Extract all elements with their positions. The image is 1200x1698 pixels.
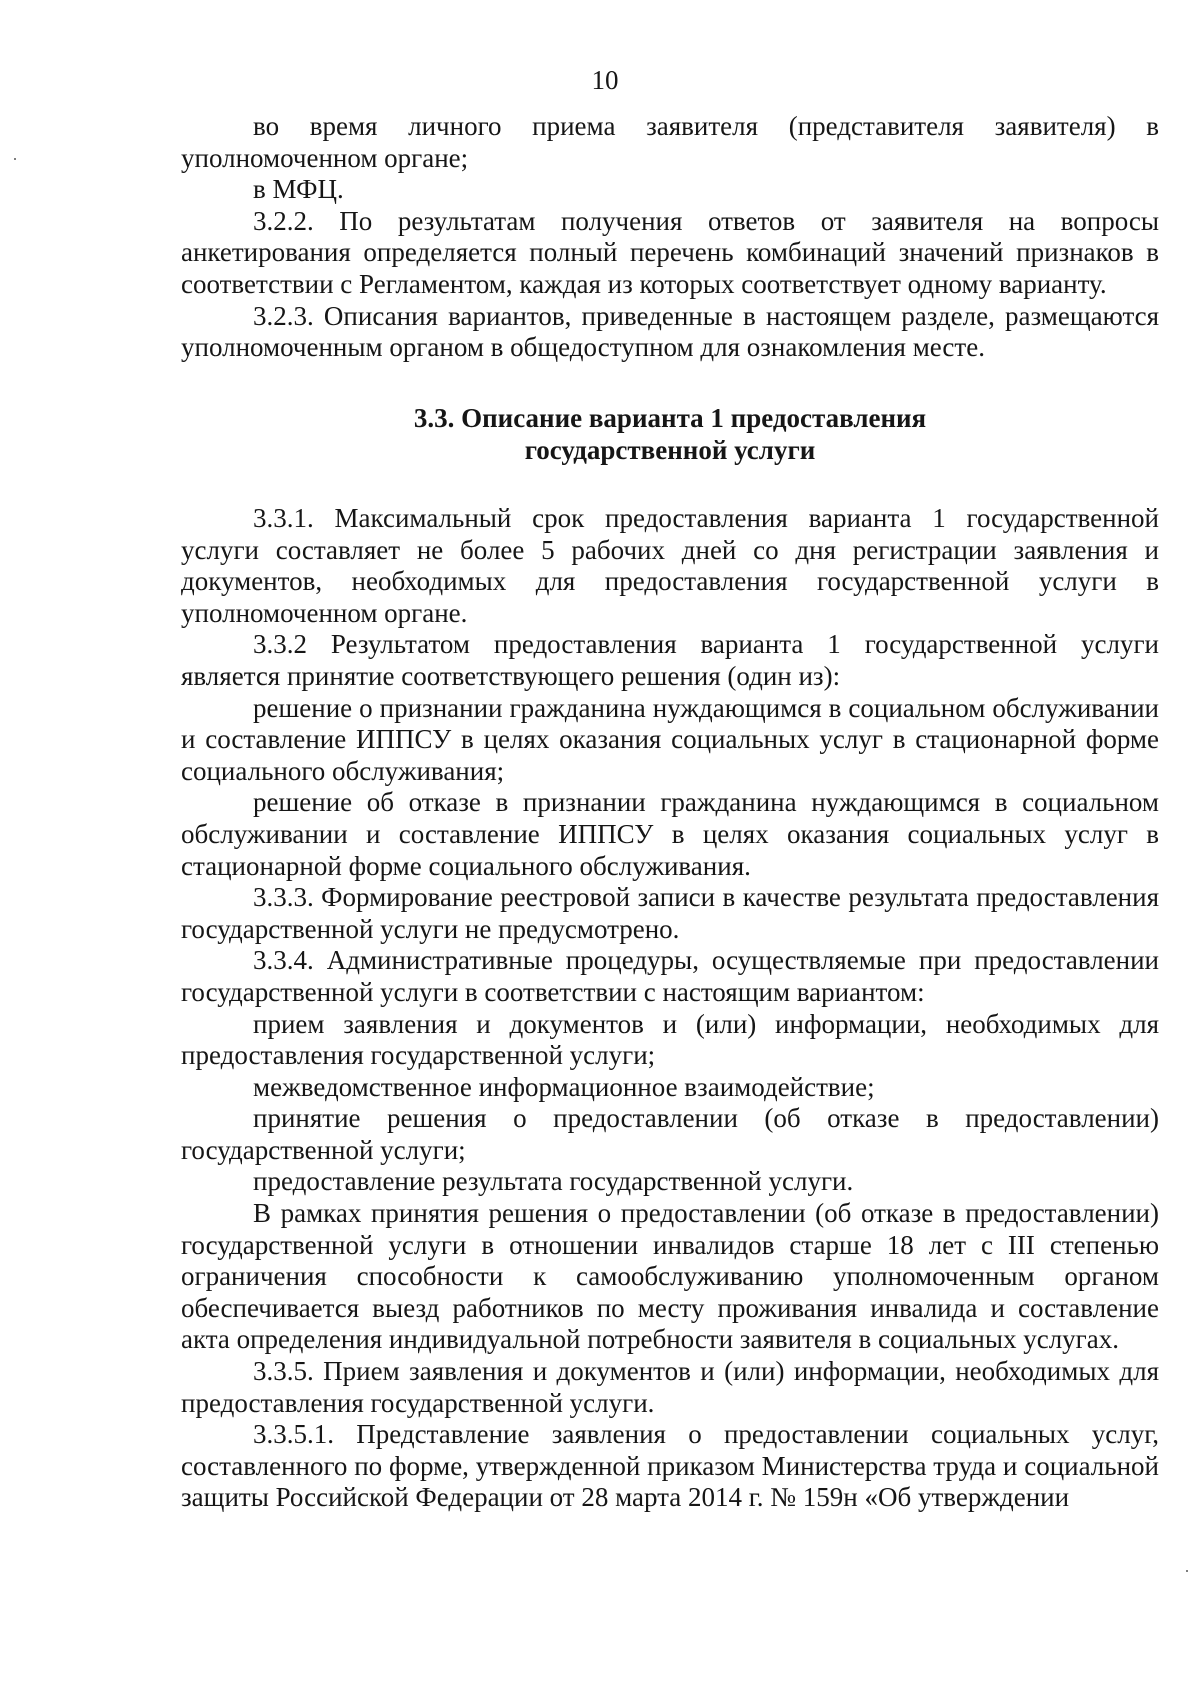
paragraph: 3.3.2 Результатом предоставления варианта 1 государственной услуги является принятие соответствующего решения (один из):: [181, 629, 1159, 691]
section-heading-line-1: 3.3. Описание варианта 1 предоставления: [413, 403, 927, 433]
paragraph: 3.3.5.1. Представление заявления о предоставлении социальных услуг, составленного по форме, утвержденной приказом Министерства труда и социальной защиты Российской Федерации от 28 марта 2014 г. № 159н «Об утверждении: [181, 1419, 1159, 1513]
paragraph: 3.2.3. Описания вариантов, приведенные в настоящем разделе, размещаются уполномоченным органом в общедоступном для ознакомления месте.: [181, 300, 1159, 363]
paragraph: в МФЦ.: [253, 174, 344, 205]
page-number: 10: [591, 65, 619, 95]
list-item: предоставление результата государственной услуги.: [253, 1166, 854, 1197]
paragraph: 3.3.3. Формирование реестровой записи в качестве результата предоставления государственной услуги не предусмотрено.: [181, 882, 1159, 944]
list-item: межведомственное информационное взаимодействие;: [253, 1071, 875, 1102]
list-item: решение об отказе в признании гражданина нуждающимся в социальном обслуживании и составление ИППСУ в целях оказания социальных услуг в стационарной форме социального обслуживания.: [181, 787, 1159, 881]
list-item: принятие решения о предоставлении (об отказе в предоставлении) государственной услуги;: [181, 1103, 1159, 1165]
scan-speck: [14, 158, 16, 160]
list-item: решение о признании гражданина нуждающимся в социальном обслуживании и составление ИППСУ в целях оказания социальных услуг в стационарной форме социального обслуживания;: [181, 692, 1159, 786]
paragraph: 3.2.2. По результатам получения ответов от заявителя на вопросы анкетирования определяется полный перечень комбинаций значений признаков в соответствии с Регламентом, каждая из которых соответствует одному варианту.: [181, 205, 1159, 299]
scan-speck: [1186, 1570, 1188, 1572]
list-item: прием заявления и документов и (или) информации, необходимых для предоставления государственной услуги;: [181, 1008, 1159, 1071]
paragraph: 3.3.4. Административные процедуры, осуществляемые при предоставлении государственной услуги в соответствии с настоящим вариантом:: [181, 945, 1159, 1007]
paragraph: во время личного приема заявителя (представителя заявителя) в уполномоченном органе;: [181, 111, 1159, 173]
section-body: [181, 503, 1159, 1514]
paragraph: 3.3.5. Прием заявления и документов и (или) информации, необходимых для предоставления государственной услуги.: [181, 1356, 1159, 1418]
section-heading: [181, 402, 1159, 466]
paragraph: В рамках принятия решения о предоставлении (об отказе в предоставлении) государственной услуги в отношении инвалидов старше 18 лет с III степенью ограничения способности к самообслуживанию уполномоченным органом обеспечивается выезд работников по месту проживания инвалида и составление акта определения индивидуальной потребности заявителя в социальных услугах.: [181, 1198, 1159, 1355]
section-heading-line-2: государственной услуги: [524, 435, 816, 465]
intro-section: [181, 111, 1159, 364]
paragraph: 3.3.1. Максимальный срок предоставления варианта 1 государственной услуги составляет не более 5 рабочих дней со дня регистрации заявления и документов, необходимых для предоставления государственной услуги в уполномоченном органе.: [181, 503, 1159, 628]
